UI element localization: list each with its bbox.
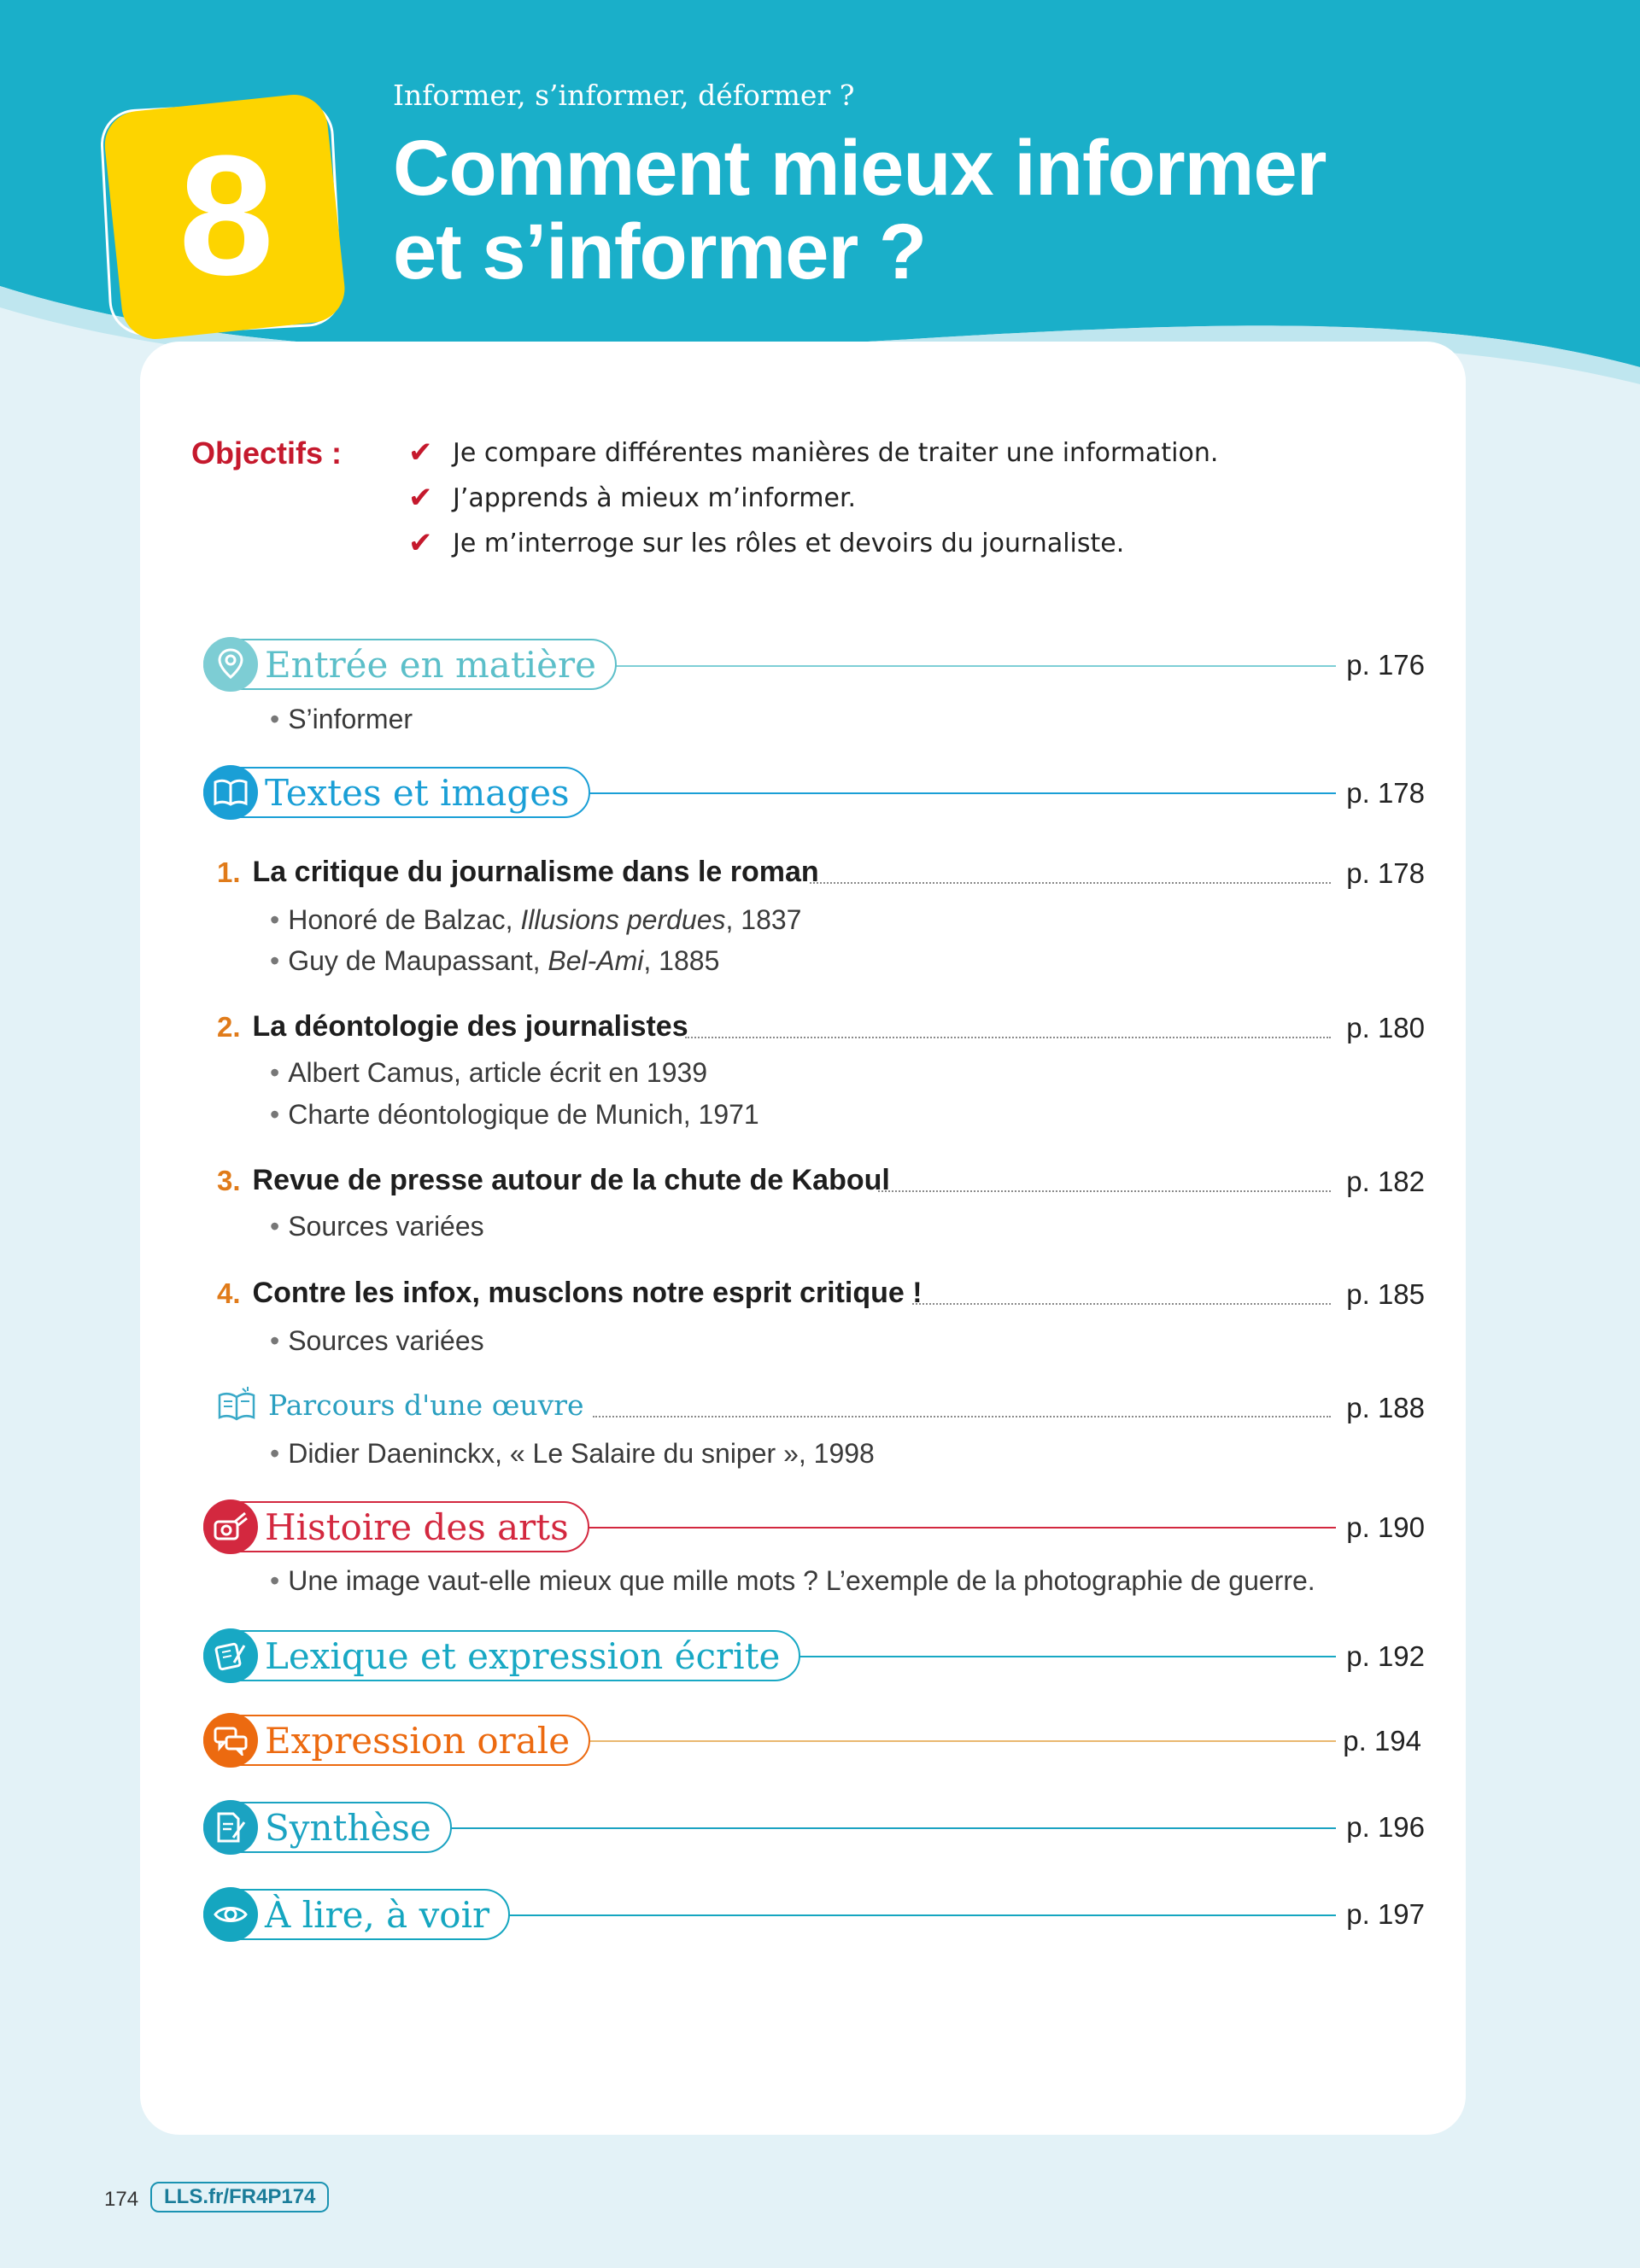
chapter-title-line2: et s’informer ?	[393, 208, 927, 295]
page-reference: p. 192	[1346, 1640, 1425, 1672]
document-pen-icon	[203, 1800, 258, 1855]
check-icon: ✔	[408, 435, 433, 470]
open-book-icon	[217, 1387, 256, 1423]
bullet-text: S’informer	[288, 704, 413, 734]
section-leader-line	[444, 1827, 1336, 1829]
toc-entry-3[interactable]	[217, 1164, 890, 1197]
parcours-label: Parcours d'une œuvre	[268, 1388, 584, 1422]
bullet-text: Didier Daeninckx, « Le Salaire du sniper », 1998	[288, 1438, 875, 1469]
toc-entry-4[interactable]	[217, 1277, 922, 1310]
section-leader-line	[577, 792, 1336, 794]
entry-title: La critique du journalisme dans le roman	[252, 856, 819, 888]
objective-item	[408, 434, 1218, 471]
work-title: Illusions perdues	[520, 904, 726, 935]
section-leader-line	[574, 1740, 1336, 1742]
entry-number: 4.	[217, 1277, 241, 1309]
toc-parcours[interactable]	[217, 1387, 584, 1423]
objectives-label: Objectifs :	[191, 435, 343, 471]
chapter-number: 8	[179, 120, 271, 311]
objective-item	[408, 524, 1124, 562]
toc-entry-1[interactable]	[217, 856, 819, 889]
section-label: Lexique et expression écrite	[265, 1634, 781, 1677]
online-resource-link[interactable]: LLS.fr/FR4P174	[150, 2182, 329, 2212]
section-label: Textes et images	[265, 771, 570, 814]
page-reference: p. 180	[1346, 1012, 1425, 1043]
bullet-item: • S’informer	[270, 704, 413, 734]
work-title: Bel-Ami	[548, 945, 644, 976]
entry-number: 2.	[217, 1010, 241, 1043]
section-a-lire-a-voir[interactable]	[203, 1889, 510, 1940]
entry-number: 1.	[217, 856, 241, 888]
entry-title: Revue de presse autour de la chute de Kaboul	[252, 1164, 890, 1196]
section-textes-et-images[interactable]	[203, 767, 590, 818]
speech-bubbles-icon	[203, 1713, 258, 1768]
check-icon: ✔	[408, 481, 433, 515]
section-label: Expression orale	[265, 1719, 571, 1762]
bullet-text: Guy de Maupassant,	[288, 945, 548, 976]
camera-icon	[203, 1499, 258, 1554]
bullet-text: Une image vaut-elle mieux que mille mots ? L’exemple de la photographie de guerre.	[288, 1565, 1315, 1596]
bullet-item: • Guy de Maupassant, Bel-Ami, 1885	[270, 945, 720, 976]
bullet-item: • Charte déontologique de Munich, 1971	[270, 1099, 759, 1130]
chapter-title-line1: Comment mieux informer	[393, 125, 1327, 212]
bullet-item: • Sources variées	[270, 1325, 484, 1356]
bullet-text: Albert Camus, article écrit en 1939	[288, 1057, 708, 1088]
page-number: 174	[104, 2188, 139, 2211]
section-histoire-des-arts[interactable]	[203, 1501, 589, 1552]
page-reference: p. 178	[1346, 777, 1425, 809]
bullet-text: Charte déontologique de Munich, 1971	[288, 1099, 759, 1130]
objective-text: Je m’interroge sur les rôles et devoirs du journaliste.	[453, 528, 1125, 558]
notebook-pen-icon	[203, 1628, 258, 1683]
bullet-item: • Didier Daeninckx, « Le Salaire du sniper », 1998	[270, 1438, 875, 1469]
section-synthese[interactable]	[203, 1802, 452, 1853]
page-reference: p. 190	[1346, 1511, 1425, 1543]
bullet-item: • Une image vaut-elle mieux que mille mots ? L’exemple de la photographie de guerre.	[270, 1565, 1315, 1596]
entry-title: La déontologie des journalistes	[252, 1010, 688, 1043]
eye-icon	[203, 1887, 258, 1942]
dotted-leader	[593, 1416, 1331, 1418]
bullet-text: , 1837	[725, 904, 802, 935]
objective-text: J’apprends à mieux m’informer.	[453, 482, 857, 513]
section-label: Histoire des arts	[265, 1505, 569, 1548]
page-reference: p. 185	[1346, 1278, 1425, 1310]
page-reference: p. 176	[1346, 649, 1425, 681]
section-label: À lire, à voir	[265, 1893, 490, 1936]
section-lexique[interactable]	[203, 1630, 800, 1681]
bullet-item: • Albert Camus, article écrit en 1939	[270, 1057, 708, 1088]
dotted-leader	[878, 1190, 1331, 1192]
bullet-text: Sources variées	[288, 1211, 484, 1242]
page-reference: p. 197	[1346, 1898, 1425, 1930]
bullet-item: • Sources variées	[270, 1211, 484, 1242]
toc-entry-2[interactable]	[217, 1010, 688, 1043]
bullet-text: Sources variées	[288, 1325, 484, 1356]
page-reference: p. 178	[1346, 857, 1425, 889]
objective-text: Je compare différentes manières de traiter une information.	[453, 437, 1219, 468]
entry-number: 3.	[217, 1164, 241, 1196]
section-leader-line	[572, 1527, 1336, 1529]
section-label: Synthèse	[265, 1806, 431, 1849]
section-leader-line	[589, 665, 1336, 667]
page-reference: p. 182	[1346, 1166, 1425, 1197]
chapter-title	[393, 126, 1418, 294]
chapter-badge	[101, 92, 348, 340]
section-leader-line	[779, 1656, 1336, 1657]
bullet-text: Honoré de Balzac,	[288, 904, 521, 935]
page-reference: p. 194	[1343, 1725, 1421, 1757]
page-reference: p. 188	[1346, 1392, 1425, 1423]
book-icon	[203, 765, 258, 820]
section-expression-orale[interactable]	[203, 1715, 590, 1766]
section-label: Entrée en matière	[265, 643, 596, 686]
map-pin-icon	[203, 637, 258, 692]
dotted-leader	[810, 882, 1331, 884]
bullet-text: , 1885	[643, 945, 720, 976]
check-icon: ✔	[408, 526, 433, 560]
objective-item	[408, 479, 856, 517]
dotted-leader	[685, 1037, 1331, 1038]
entry-title: Contre les infox, musclons notre esprit critique !	[252, 1277, 922, 1309]
chapter-subtitle: Informer, s’informer, déformer ?	[393, 79, 855, 112]
section-entree-en-matiere[interactable]	[203, 639, 617, 690]
section-leader-line	[501, 1914, 1336, 1916]
dotted-leader	[912, 1303, 1331, 1305]
bullet-item: • Honoré de Balzac, Illusions perdues, 1837	[270, 904, 802, 935]
page-reference: p. 196	[1346, 1811, 1425, 1843]
